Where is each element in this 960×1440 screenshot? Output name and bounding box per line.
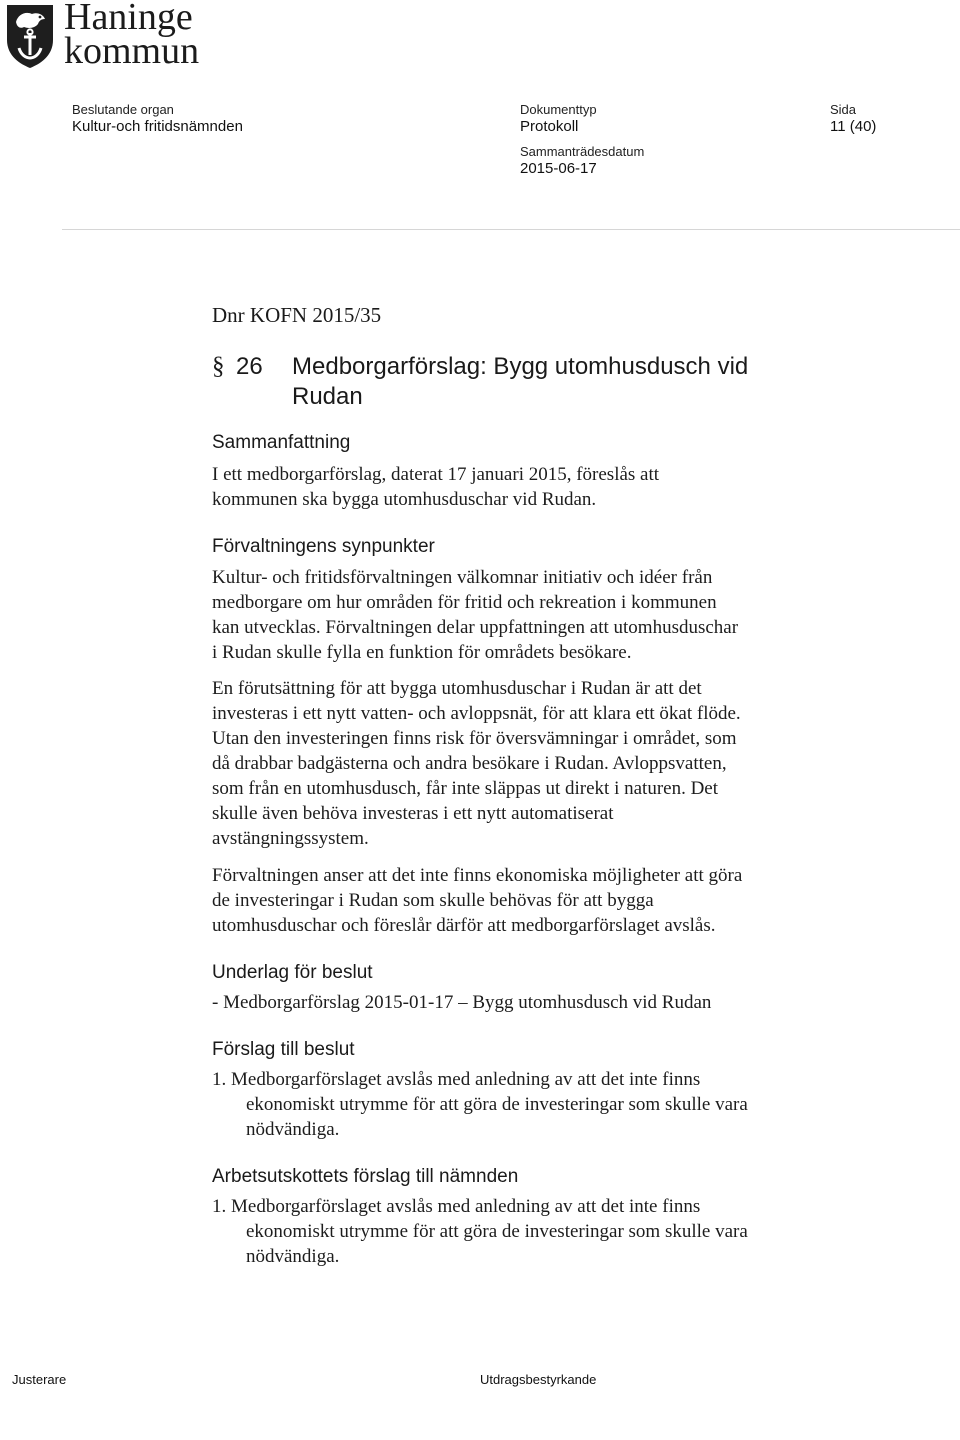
basis-list-item (212, 990, 832, 1015)
views-line: Förvaltningen anser att det inte finns ekonomiska möjligheter att göra (212, 865, 743, 886)
summary-paragraph (212, 462, 832, 512)
page-number: 11 (40) (830, 118, 877, 135)
summary-line: kommunen ska bygga utomhusduschar vid Rudan. (212, 489, 597, 510)
summary-heading: Sammanfattning (212, 432, 351, 453)
logo-line-1: Haninge (64, 0, 193, 38)
committee-line: 1. Medborgarförslaget avslås med anledning av att det inte finns (212, 1196, 701, 1217)
basis-item-text: - Medborgarförslag 2015-01-17 – Bygg utomhusdusch vid Rudan (212, 992, 712, 1013)
views-paragraph-3 (212, 863, 832, 938)
proposal-line: nödvändiga. (246, 1119, 340, 1140)
header-divider (62, 229, 960, 230)
page-title (292, 352, 852, 412)
doctype-label: Dokumenttyp (520, 102, 597, 117)
coat-of-arms-icon (4, 2, 56, 70)
basis-heading: Underlag för beslut (212, 962, 373, 983)
page-label: Sida (830, 102, 857, 117)
views-line: de investeringar i Rudan som skulle behövas för att bygga (212, 890, 654, 911)
views-line: utomhusduschar och föreslår därför att medborgarförslaget avslås. (212, 915, 716, 936)
views-line: kan utvecklas. Förvaltningen delar uppfattningen att utomhusduschar (212, 617, 739, 638)
doctype-value: Protokoll (520, 118, 579, 135)
committee-line: ekonomiskt utrymme för att göra de investeringar som skulle vara (246, 1221, 748, 1242)
organ-value: Kultur-och fritidsnämnden (72, 118, 243, 135)
views-line: investeras i ett nytt vatten- och avloppsnät, för att klara ett ökat flöde. (212, 703, 741, 724)
views-heading: Förvaltningens synpunkter (212, 536, 435, 557)
views-line: som från en utomhusdusch, får inte släppas ut direkt i naturen. Det (212, 778, 719, 799)
proposal-heading: Förslag till beslut (212, 1039, 355, 1060)
meeting-date-value: 2015-06-17 (520, 160, 597, 177)
section-sign: § (212, 353, 225, 380)
footer-utdragsbestyrkande: Utdragsbestyrkande (480, 1372, 597, 1387)
committee-list-item (212, 1194, 832, 1269)
views-line: Kultur- och fritidsförvaltningen välkomnar initiativ och idéer från (212, 567, 713, 588)
summary-line: I ett medborgarförslag, daterat 17 januari 2015, föreslås att (212, 464, 660, 485)
views-line: avstängningssystem. (212, 828, 369, 849)
section-number: 26 (236, 353, 263, 380)
views-paragraph-1 (212, 565, 832, 665)
logo-wordmark (64, 0, 200, 72)
organ-label: Beslutande organ (72, 102, 174, 117)
views-paragraph-2 (212, 676, 832, 851)
logo-line-2: kommun (64, 30, 200, 72)
proposal-line: ekonomiskt utrymme för att göra de investeringar som skulle vara (246, 1094, 748, 1115)
views-line: En förutsättning för att bygga utomhusduschar i Rudan är att det (212, 678, 702, 699)
title-line-1: Medborgarförslag: Bygg utomhusdusch vid (292, 353, 749, 380)
views-line: medborgare om hur områden för fritid och rekreation i kommunen (212, 592, 717, 613)
proposal-list-item (212, 1067, 832, 1142)
footer-justerare: Justerare (12, 1372, 67, 1387)
views-line: skulle även behöva investeras i ett nytt automatiserat (212, 803, 614, 824)
title-line-2: Rudan (292, 383, 363, 410)
views-line: då drabbar badgästerna och andra besökare i Rudan. Avloppsvatten, (212, 753, 727, 774)
views-line: i Rudan skulle fylla en funktion för områdets besökare. (212, 642, 632, 663)
committee-line: nödvändiga. (246, 1246, 340, 1267)
views-line: Utan den investeringen finns risk för översvämningar i området, som (212, 728, 737, 749)
proposal-line: 1. Medborgarförslaget avslås med anledning av att det inte finns (212, 1069, 701, 1090)
meeting-date-label: Sammanträdesdatum (520, 144, 645, 159)
case-number: Dnr KOFN 2015/35 (212, 303, 382, 327)
committee-heading: Arbetsutskottets förslag till nämnden (212, 1166, 519, 1187)
